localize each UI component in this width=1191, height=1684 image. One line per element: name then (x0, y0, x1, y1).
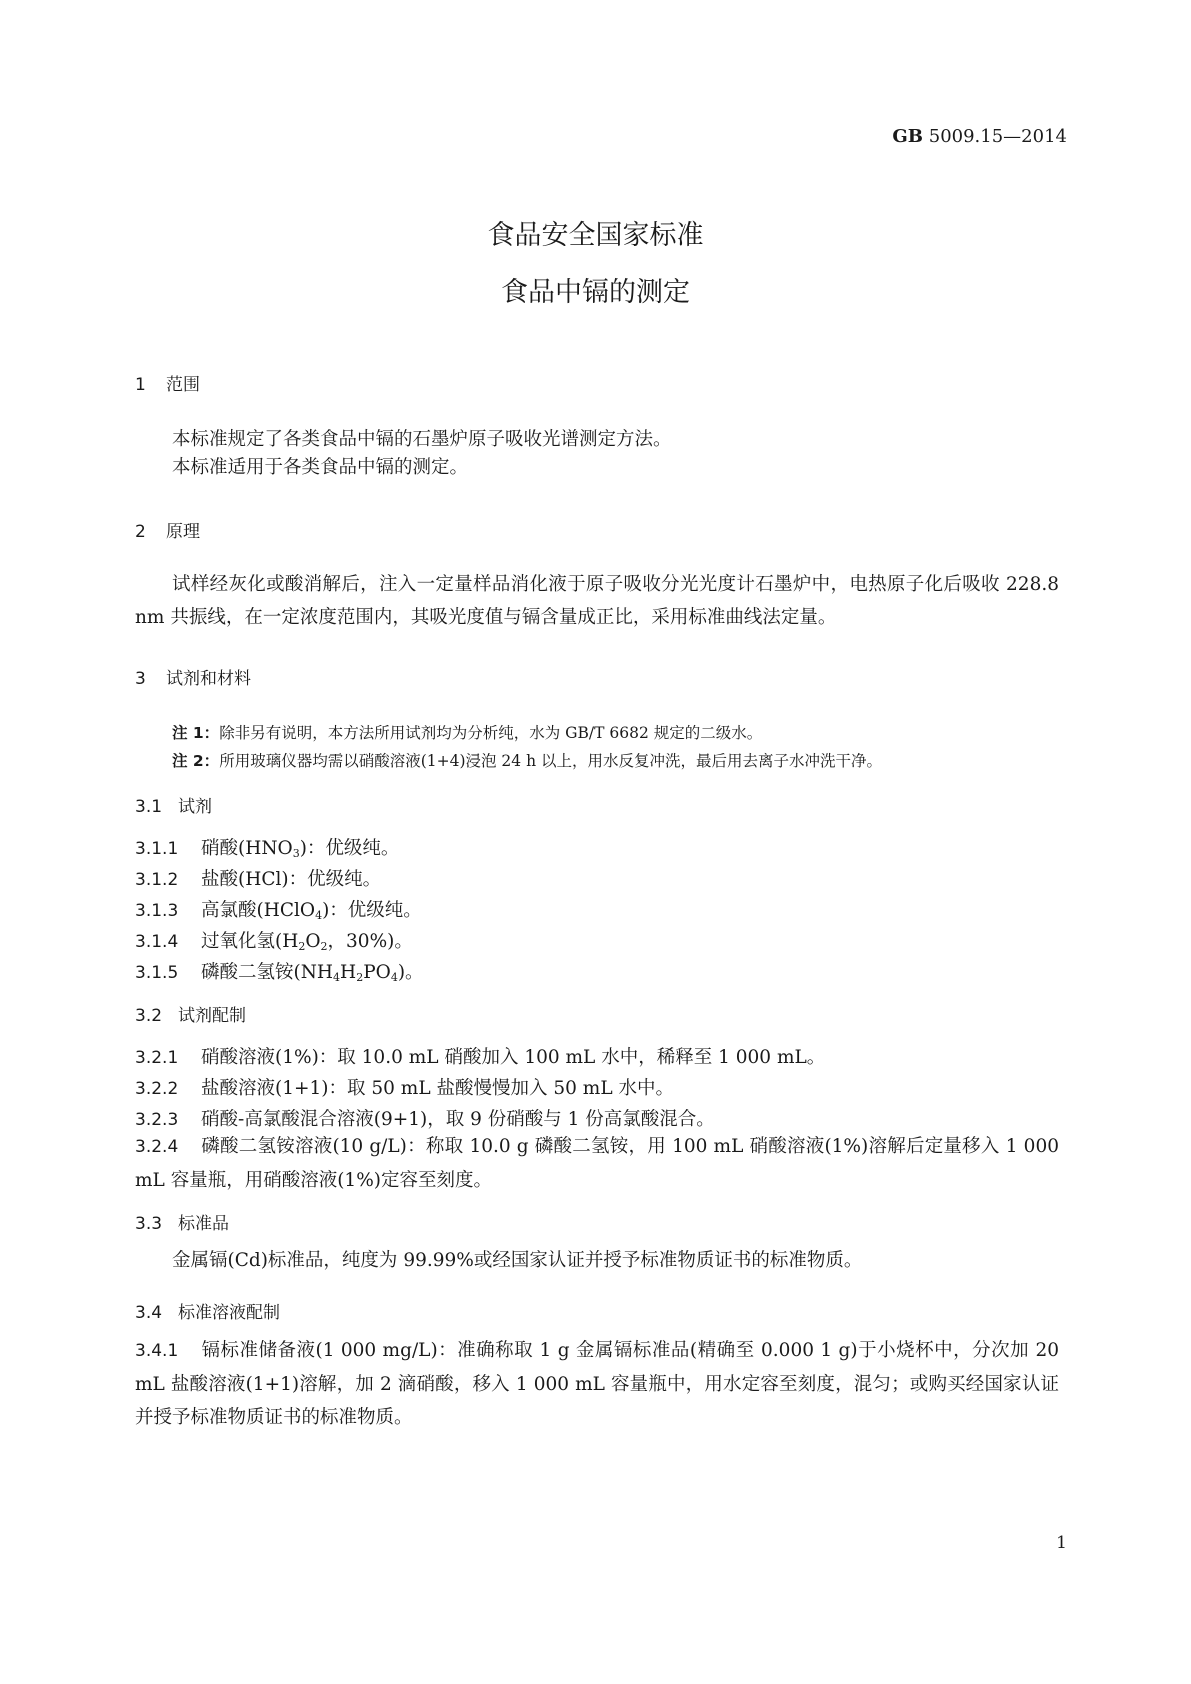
section-3-heading (135, 664, 251, 689)
item-3-4-1 (135, 1334, 1059, 1434)
subscript: 4 (333, 971, 341, 984)
item-3-1-3 (135, 896, 422, 922)
item-3-1-4 (135, 927, 413, 953)
item-text: )。 (397, 962, 424, 983)
item-text: 盐酸溶液(1+1)：取 50 mL 盐酸慢慢加入 50 mL 水中。 (201, 1078, 674, 1099)
standard-prefix: GB (892, 126, 924, 147)
subscript: 2 (298, 940, 306, 953)
subsection-title: 标准品 (178, 1214, 229, 1234)
note-text: 所用玻璃仪器均需以硝酸溶液(1+4)浸泡 24 h 以上，用水反复冲洗，最后用去离子水冲洗干净。 (219, 752, 882, 770)
item-text: )：优级纯。 (299, 838, 400, 859)
item-3-2-4 (135, 1130, 1059, 1197)
item-text: 镉标准储备液(1 000 mg/L)：准确称取 1 g 金属镉标准品(精确至 0.000 1 g)于小烧杯中，分次加 20 mL 盐酸溶液(1+1)溶解，加 2 滴硝酸，移入 1 000 mL 容量瓶中，用水定容至刻度，混匀；或购买经国家认证并授予标准物质证书的标准物质。 (135, 1340, 1059, 1428)
item-text: 过氧化氢(H (201, 931, 299, 952)
item-text: 硝酸溶液(1%)：取 10.0 mL 硝酸加入 100 mL 水中，稀释至 1 000 mL。 (201, 1047, 826, 1068)
item-3-2-3 (135, 1105, 715, 1131)
note-2 (172, 749, 882, 771)
section-number: 2 (135, 522, 146, 542)
title-line-2: 食品中镉的测定 (501, 277, 690, 308)
subsection-number: 3.3 (135, 1214, 163, 1234)
title-line-1: 食品安全国家标准 (487, 220, 704, 251)
subsection-title: 试剂 (178, 797, 212, 817)
item-text: PO (363, 962, 391, 983)
section-title: 范围 (166, 375, 200, 395)
item-3-2-2 (135, 1074, 674, 1100)
item-3-2-1 (135, 1043, 825, 1069)
note-text: 除非另有说明，本方法所用试剂均为分析纯，水为 GB/T 6682 规定的二级水。 (219, 724, 763, 742)
section-1-heading (135, 370, 200, 395)
standard-number (892, 126, 1067, 147)
item-text: 硝酸-高氯酸混合溶液(9+1)，取 9 份硝酸与 1 份高氯酸混合。 (201, 1109, 715, 1130)
note-label: 注 2： (172, 752, 220, 770)
item-number: 3.2.4 (135, 1137, 179, 1157)
subsection-3-1-heading (135, 792, 212, 817)
note-label: 注 1： (172, 724, 220, 742)
item-number: 3.1.3 (135, 901, 179, 921)
subsection-3-3-paragraph: 金属镉(Cd)标准品，纯度为 99.99%或经国家认证并授予标准物质证书的标准物质。 (172, 1250, 863, 1271)
item-number: 3.4.1 (135, 1341, 179, 1361)
item-3-1-1 (135, 834, 399, 860)
subsection-number: 3.1 (135, 797, 163, 817)
item-number: 3.2.2 (135, 1079, 179, 1099)
section-1-paragraph-1: 本标准规定了各类食品中镉的石墨炉原子吸收光谱测定方法。 (172, 429, 672, 450)
item-3-1-5 (135, 958, 424, 984)
item-text: 盐酸(HCl)：优级纯。 (201, 869, 382, 890)
item-text: 高氯酸(HClO (201, 900, 316, 921)
subsection-title: 试剂配制 (178, 1006, 246, 1026)
item-text: ，30%)。 (327, 931, 413, 952)
subsection-3-3-heading (135, 1209, 229, 1234)
item-number: 3.2.1 (135, 1048, 179, 1068)
page-number: 1 (1056, 1533, 1067, 1553)
item-text: 磷酸二氢铵(NH (201, 962, 334, 983)
item-number: 3.2.3 (135, 1110, 179, 1130)
item-number: 3.1.5 (135, 963, 179, 983)
subscript: 4 (315, 909, 323, 922)
subsection-title: 标准溶液配制 (178, 1303, 280, 1323)
section-number: 1 (135, 375, 146, 395)
section-2-paragraph: 试样经灰化或酸消解后，注入一定量样品消化液于原子吸收分光光度计石墨炉中，电热原子化后吸收 228.8 nm 共振线，在一定浓度范围内，其吸光度值与镉含量成正比，采用标准曲线法定量。 (135, 574, 1059, 628)
section-1-paragraph-2: 本标准适用于各类食品中镉的测定。 (172, 457, 469, 478)
item-text: H (340, 962, 357, 983)
subsection-3-4-heading (135, 1298, 280, 1323)
subscript: 2 (356, 971, 364, 984)
item-text: O (305, 931, 321, 952)
item-number: 3.1.2 (135, 870, 179, 890)
section-2-heading (135, 517, 200, 542)
section-number: 3 (135, 669, 146, 689)
section-title: 原理 (166, 522, 200, 542)
subsection-3-2-heading (135, 1001, 246, 1026)
subscript: 4 (390, 971, 398, 984)
item-text: )：优级纯。 (322, 900, 422, 921)
subscript: 2 (320, 940, 328, 953)
item-number: 3.1.4 (135, 932, 179, 952)
standard-code: 5009.15—2014 (928, 126, 1067, 147)
note-1 (172, 721, 762, 743)
item-number: 3.1.1 (135, 839, 179, 859)
subscript: 3 (292, 847, 300, 860)
subsection-number: 3.4 (135, 1303, 163, 1323)
section-title: 试剂和材料 (166, 669, 251, 689)
item-text: 磷酸二氢铵溶液(10 g/L)：称取 10.0 g 磷酸二氢铵，用 100 mL 硝酸溶液(1%)溶解后定量移入 1 000 mL 容量瓶，用硝酸溶液(1%)定容至刻度。 (135, 1136, 1059, 1191)
item-3-1-2 (135, 865, 381, 891)
item-text: 硝酸(HNO (201, 838, 293, 859)
subsection-number: 3.2 (135, 1006, 163, 1026)
